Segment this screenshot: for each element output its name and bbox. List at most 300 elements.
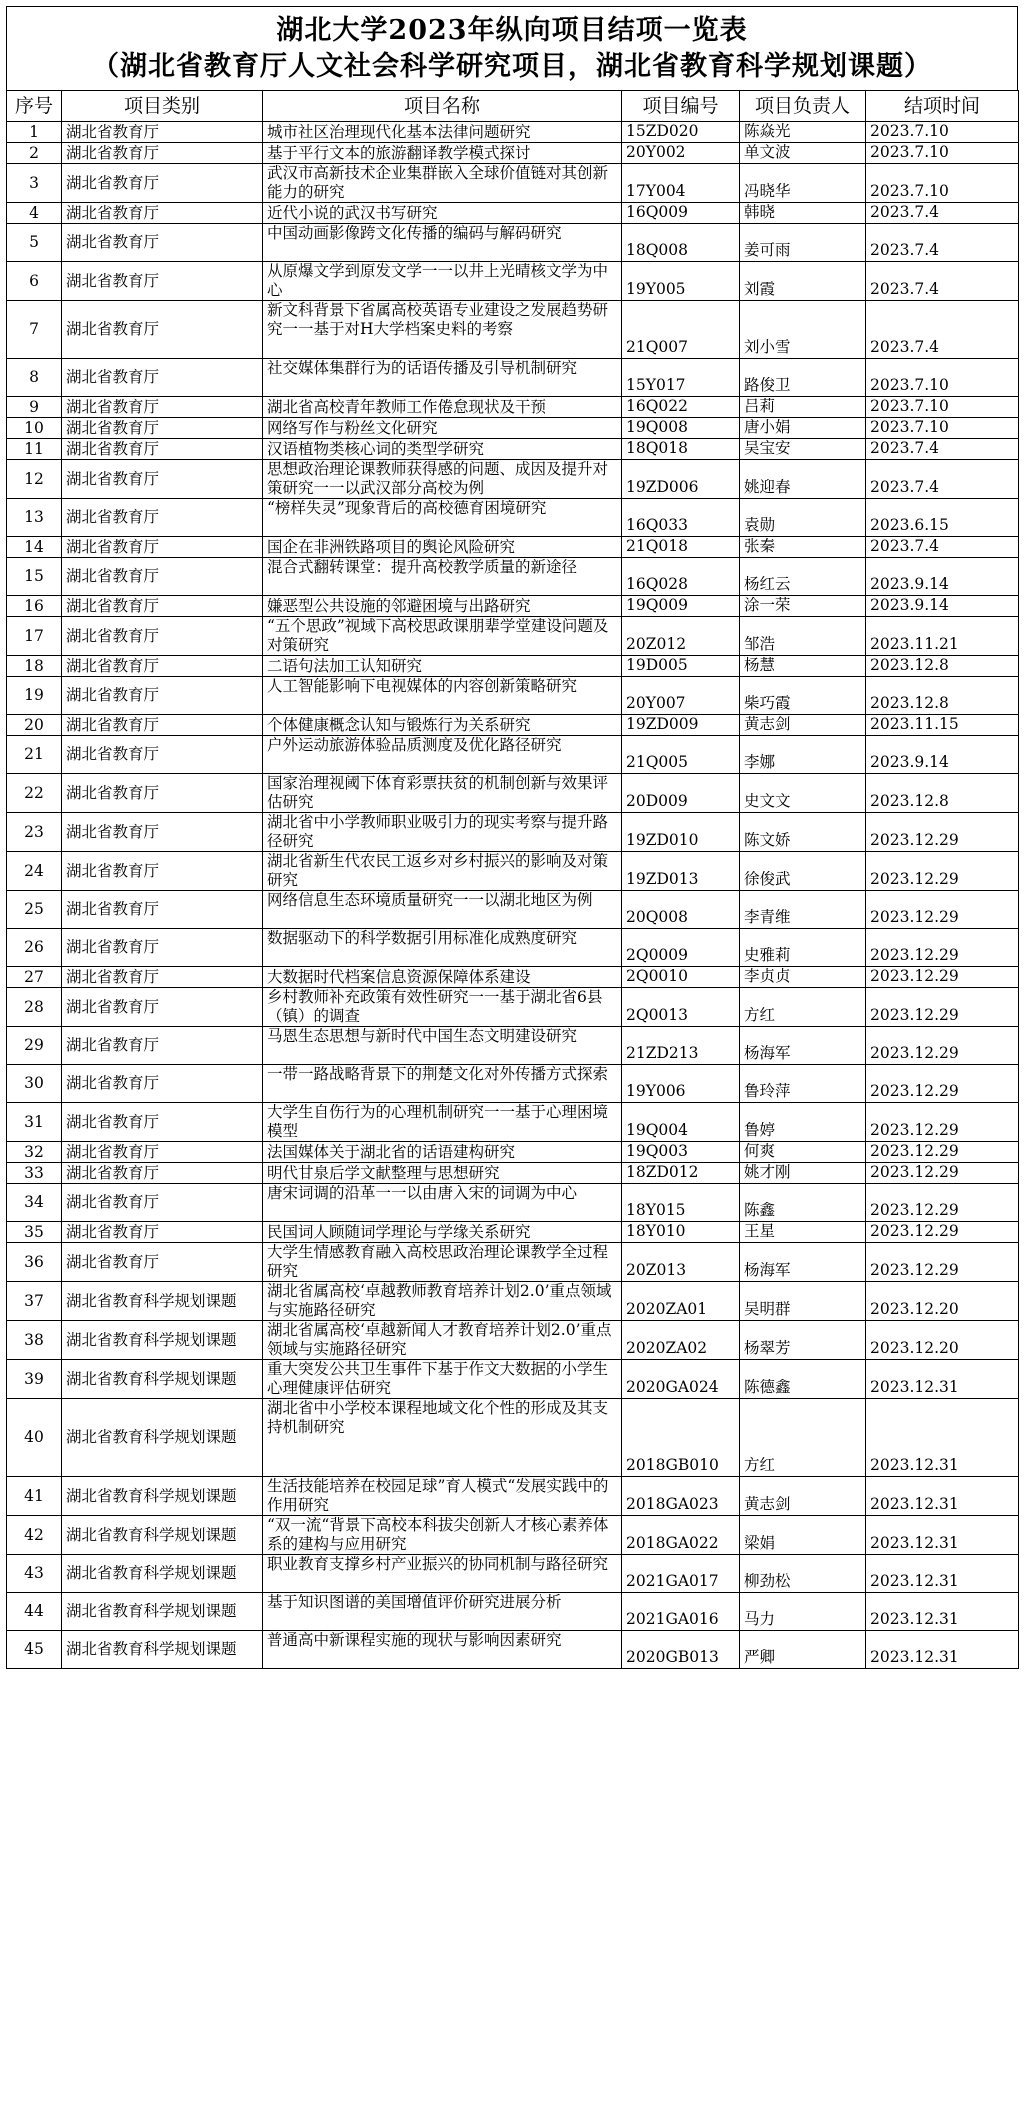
row-project-code: 19Y006 bbox=[622, 1065, 740, 1103]
row-leader: 陈文娇 bbox=[740, 813, 866, 852]
row-date: 2023.7.4 bbox=[866, 224, 1019, 262]
row-project-code: 16Q022 bbox=[622, 397, 740, 418]
row-project-name: 民国词人顾随词学理论与学缘关系研究 bbox=[263, 1222, 622, 1243]
row-project-code: 2Q0013 bbox=[622, 988, 740, 1027]
row-category: 湖北省教育厅 bbox=[62, 1103, 263, 1142]
row-date: 2023.7.10 bbox=[866, 164, 1019, 203]
row-project-name: 大数据时代档案信息资源保障体系建设 bbox=[263, 967, 622, 988]
row-number: 15 bbox=[7, 558, 62, 596]
row-leader: 姜可雨 bbox=[740, 224, 866, 262]
table-row bbox=[7, 203, 1019, 224]
row-project-name: 网络信息生态环境质量研究一一以湖北地区为例 bbox=[263, 891, 622, 929]
row-leader: 吕莉 bbox=[740, 397, 866, 418]
row-leader: 黄志剑 bbox=[740, 1477, 866, 1516]
row-date: 2023.12.31 bbox=[866, 1399, 1019, 1477]
row-project-name: 大学生自伤行为的心理机制研究一一基于心理困境模型 bbox=[263, 1103, 622, 1142]
row-project-name: 个体健康概念认知与锻炼行为关系研究 bbox=[263, 715, 622, 736]
row-category: 湖北省教育科学规划课题 bbox=[62, 1321, 263, 1360]
row-project-code: 20Z012 bbox=[622, 617, 740, 656]
row-number: 27 bbox=[7, 967, 62, 988]
row-project-code: 15Y017 bbox=[622, 359, 740, 397]
row-number: 9 bbox=[7, 397, 62, 418]
row-category: 湖北省教育厅 bbox=[62, 617, 263, 656]
table-row bbox=[7, 1477, 1019, 1516]
row-project-code: 2020GA024 bbox=[622, 1360, 740, 1399]
row-project-name: 重大突发公共卫生事件下基于作文大数据的小学生心理健康评估研究 bbox=[263, 1360, 622, 1399]
row-leader: 路俊卫 bbox=[740, 359, 866, 397]
row-number: 37 bbox=[7, 1282, 62, 1321]
row-category: 湖北省教育厅 bbox=[62, 1243, 263, 1282]
row-project-name: 嫌恶型公共设施的邻避困境与出路研究 bbox=[263, 596, 622, 617]
row-date: 2023.11.21 bbox=[866, 617, 1019, 656]
row-leader: 王星 bbox=[740, 1222, 866, 1243]
row-project-name: 职业教育支撑乡村产业振兴的协同机制与路径研究 bbox=[263, 1555, 622, 1593]
row-date: 2023.12.31 bbox=[866, 1360, 1019, 1399]
row-project-code: 17Y004 bbox=[622, 164, 740, 203]
row-leader: 陈焱光 bbox=[740, 122, 866, 143]
row-category: 湖北省教育厅 bbox=[62, 736, 263, 774]
row-category: 湖北省教育厅 bbox=[62, 656, 263, 677]
row-category: 湖北省教育厅 bbox=[62, 1222, 263, 1243]
table-row bbox=[7, 1555, 1019, 1593]
row-date: 2023.12.8 bbox=[866, 774, 1019, 813]
table-body bbox=[7, 122, 1019, 1669]
row-leader: 袁勋 bbox=[740, 499, 866, 537]
row-project-name: 湖北省中小学校本课程地域文化个性的形成及其支持机制研究 bbox=[263, 1399, 622, 1477]
row-number: 41 bbox=[7, 1477, 62, 1516]
row-category: 湖北省教育厅 bbox=[62, 852, 263, 891]
row-date: 2023.12.29 bbox=[866, 1163, 1019, 1184]
row-category: 湖北省教育科学规划课题 bbox=[62, 1360, 263, 1399]
row-number: 4 bbox=[7, 203, 62, 224]
row-category: 湖北省教育科学规划课题 bbox=[62, 1282, 263, 1321]
row-project-code: 2018GB010 bbox=[622, 1399, 740, 1477]
row-date: 2023.12.29 bbox=[866, 1184, 1019, 1222]
row-category: 湖北省教育厅 bbox=[62, 1142, 263, 1163]
table-row bbox=[7, 224, 1019, 262]
row-project-name: 混合式翻转课堂：提升高校教学质量的新途径 bbox=[263, 558, 622, 596]
row-leader: 李娜 bbox=[740, 736, 866, 774]
row-date: 2023.12.31 bbox=[866, 1477, 1019, 1516]
row-project-code: 18Q008 bbox=[622, 224, 740, 262]
row-date: 2023.7.10 bbox=[866, 418, 1019, 439]
row-category: 湖北省教育厅 bbox=[62, 774, 263, 813]
row-number: 1 bbox=[7, 122, 62, 143]
row-number: 45 bbox=[7, 1631, 62, 1669]
row-number: 13 bbox=[7, 499, 62, 537]
row-number: 43 bbox=[7, 1555, 62, 1593]
row-project-code: 19ZD013 bbox=[622, 852, 740, 891]
row-project-code: 19Q003 bbox=[622, 1142, 740, 1163]
row-project-code: 21Q018 bbox=[622, 537, 740, 558]
row-project-code: 16Q033 bbox=[622, 499, 740, 537]
row-project-name: 城市社区治理现代化基本法律问题研究 bbox=[263, 122, 622, 143]
row-project-name: 法国媒体关于湖北省的话语建构研究 bbox=[263, 1142, 622, 1163]
table-row bbox=[7, 1282, 1019, 1321]
table-row bbox=[7, 397, 1019, 418]
document-title: 湖北大学2023年纵向项目结项一览表 bbox=[276, 15, 748, 46]
table-row bbox=[7, 1103, 1019, 1142]
row-category: 湖北省教育厅 bbox=[62, 460, 263, 499]
row-project-name: 武汉市高新技术企业集群嵌入全球价值链对其创新能力的研究 bbox=[263, 164, 622, 203]
row-project-name: 马恩生态思想与新时代中国生态文明建设研究 bbox=[263, 1027, 622, 1065]
row-project-code: 16Q028 bbox=[622, 558, 740, 596]
row-leader: 姚迎春 bbox=[740, 460, 866, 499]
table-row bbox=[7, 418, 1019, 439]
row-category: 湖北省教育厅 bbox=[62, 1027, 263, 1065]
row-project-name: 基于平行文本的旅游翻译教学模式探讨 bbox=[263, 143, 622, 164]
row-date: 2023.12.31 bbox=[866, 1555, 1019, 1593]
row-category: 湖北省教育厅 bbox=[62, 397, 263, 418]
row-number: 38 bbox=[7, 1321, 62, 1360]
row-category: 湖北省教育厅 bbox=[62, 988, 263, 1027]
row-project-code: 20Y007 bbox=[622, 677, 740, 715]
table-row bbox=[7, 1360, 1019, 1399]
row-project-name: “双一流“背景下高校本科拔尖创新人才核心素养体系的建构与应用研究 bbox=[263, 1516, 622, 1555]
row-date: 2023.12.29 bbox=[866, 1222, 1019, 1243]
row-leader: 单文波 bbox=[740, 143, 866, 164]
row-project-code: 2021GA016 bbox=[622, 1593, 740, 1631]
row-project-code: 2018GA022 bbox=[622, 1516, 740, 1555]
row-project-name: 基于知识图谱的美国增值评价研究进展分析 bbox=[263, 1593, 622, 1631]
row-number: 23 bbox=[7, 813, 62, 852]
row-project-code: 20Y002 bbox=[622, 143, 740, 164]
row-leader: 张秦 bbox=[740, 537, 866, 558]
row-number: 28 bbox=[7, 988, 62, 1027]
row-category: 湖北省教育厅 bbox=[62, 929, 263, 967]
row-date: 2023.12.8 bbox=[866, 677, 1019, 715]
row-leader: 鲁婷 bbox=[740, 1103, 866, 1142]
row-leader: 杨海军 bbox=[740, 1243, 866, 1282]
row-category: 湖北省教育科学规划课题 bbox=[62, 1555, 263, 1593]
row-number: 24 bbox=[7, 852, 62, 891]
table-row bbox=[7, 891, 1019, 929]
row-date: 2023.12.29 bbox=[866, 1243, 1019, 1282]
row-leader: 邹浩 bbox=[740, 617, 866, 656]
row-number: 16 bbox=[7, 596, 62, 617]
row-leader: 刘霞 bbox=[740, 262, 866, 301]
table-row bbox=[7, 715, 1019, 736]
row-leader: 冯晓华 bbox=[740, 164, 866, 203]
row-leader: 陈鑫 bbox=[740, 1184, 866, 1222]
table-row bbox=[7, 967, 1019, 988]
table-row bbox=[7, 460, 1019, 499]
row-project-name: “五个思政”视域下高校思政课朋辈学堂建设问题及对策研究 bbox=[263, 617, 622, 656]
row-leader: 方红 bbox=[740, 988, 866, 1027]
row-number: 39 bbox=[7, 1360, 62, 1399]
row-project-name: 生活技能培养在校园足球”育人模式“发展实践中的作用研究 bbox=[263, 1477, 622, 1516]
row-leader: 涂一荣 bbox=[740, 596, 866, 617]
row-number: 5 bbox=[7, 224, 62, 262]
row-project-name: 从原爆文学到原发文学一一以井上光晴核文学为中心 bbox=[263, 262, 622, 301]
table-row bbox=[7, 1516, 1019, 1555]
row-date: 2023.9.14 bbox=[866, 558, 1019, 596]
table-row bbox=[7, 617, 1019, 656]
row-leader: 鲁玲萍 bbox=[740, 1065, 866, 1103]
row-date: 2023.9.14 bbox=[866, 596, 1019, 617]
row-project-code: 18Y010 bbox=[622, 1222, 740, 1243]
row-project-name: 数据驱动下的科学数据引用标准化成熟度研究 bbox=[263, 929, 622, 967]
row-number: 30 bbox=[7, 1065, 62, 1103]
row-number: 17 bbox=[7, 617, 62, 656]
row-project-code: 20Z013 bbox=[622, 1243, 740, 1282]
row-number: 7 bbox=[7, 301, 62, 359]
row-project-code: 19ZD009 bbox=[622, 715, 740, 736]
row-number: 34 bbox=[7, 1184, 62, 1222]
row-category: 湖北省教育厅 bbox=[62, 439, 263, 460]
row-category: 湖北省教育厅 bbox=[62, 537, 263, 558]
row-project-name: 普通高中新课程实施的现状与影响因素研究 bbox=[263, 1631, 622, 1669]
row-project-name: 中国动画影像跨文化传播的编码与解码研究 bbox=[263, 224, 622, 262]
row-project-code: 2020ZA02 bbox=[622, 1321, 740, 1360]
table-row bbox=[7, 1027, 1019, 1065]
row-number: 31 bbox=[7, 1103, 62, 1142]
row-date: 2023.12.29 bbox=[866, 1027, 1019, 1065]
row-category: 湖北省教育科学规划课题 bbox=[62, 1477, 263, 1516]
row-category: 湖北省教育厅 bbox=[62, 164, 263, 203]
row-project-name: 网络写作与粉丝文化研究 bbox=[263, 418, 622, 439]
row-date: 2023.12.31 bbox=[866, 1516, 1019, 1555]
row-project-code: 2021GA017 bbox=[622, 1555, 740, 1593]
row-category: 湖北省教育厅 bbox=[62, 262, 263, 301]
row-category: 湖北省教育厅 bbox=[62, 1184, 263, 1222]
header-no: 序号 bbox=[7, 91, 62, 122]
table-row bbox=[7, 122, 1019, 143]
row-number: 21 bbox=[7, 736, 62, 774]
row-number: 22 bbox=[7, 774, 62, 813]
row-leader: 方红 bbox=[740, 1399, 866, 1477]
row-leader: 黄志剑 bbox=[740, 715, 866, 736]
row-number: 10 bbox=[7, 418, 62, 439]
row-date: 2023.7.4 bbox=[866, 301, 1019, 359]
row-number: 25 bbox=[7, 891, 62, 929]
row-date: 2023.12.29 bbox=[866, 988, 1019, 1027]
row-category: 湖北省教育厅 bbox=[62, 967, 263, 988]
table-row bbox=[7, 929, 1019, 967]
row-leader: 史雅莉 bbox=[740, 929, 866, 967]
row-project-code: 19Q009 bbox=[622, 596, 740, 617]
row-date: 2023.11.15 bbox=[866, 715, 1019, 736]
table-row bbox=[7, 1243, 1019, 1282]
table-row bbox=[7, 1222, 1019, 1243]
table-row bbox=[7, 1593, 1019, 1631]
row-category: 湖北省教育厅 bbox=[62, 143, 263, 164]
row-project-code: 18ZD012 bbox=[622, 1163, 740, 1184]
row-project-name: 乡村教师补充政策有效性研究一一基于湖北省6县（镇）的调查 bbox=[263, 988, 622, 1027]
row-date: 2023.12.20 bbox=[866, 1282, 1019, 1321]
document-subtitle: （湖北省教育厅人文社会科学研究项目，湖北省教育科学规划课题） bbox=[92, 51, 932, 82]
row-category: 湖北省教育科学规划课题 bbox=[62, 1631, 263, 1669]
row-number: 35 bbox=[7, 1222, 62, 1243]
table-row bbox=[7, 988, 1019, 1027]
table-row bbox=[7, 143, 1019, 164]
table-row bbox=[7, 558, 1019, 596]
row-number: 40 bbox=[7, 1399, 62, 1477]
row-leader: 严卿 bbox=[740, 1631, 866, 1669]
table-row bbox=[7, 1631, 1019, 1669]
row-number: 19 bbox=[7, 677, 62, 715]
row-category: 湖北省教育科学规划课题 bbox=[62, 1593, 263, 1631]
row-leader: 杨翠芳 bbox=[740, 1321, 866, 1360]
row-project-code: 2018GA023 bbox=[622, 1477, 740, 1516]
row-category: 湖北省教育厅 bbox=[62, 301, 263, 359]
row-project-name: 唐宋词调的沿革一一以由唐入宋的词调为中心 bbox=[263, 1184, 622, 1222]
row-category: 湖北省教育厅 bbox=[62, 359, 263, 397]
row-category: 湖北省教育厅 bbox=[62, 891, 263, 929]
row-project-code: 20Q008 bbox=[622, 891, 740, 929]
row-project-code: 21Q005 bbox=[622, 736, 740, 774]
row-category: 湖北省教育厅 bbox=[62, 1065, 263, 1103]
row-project-name: 湖北省高校青年教师工作倦怠现状及干预 bbox=[263, 397, 622, 418]
row-project-code: 21Q007 bbox=[622, 301, 740, 359]
row-leader: 韩晓 bbox=[740, 203, 866, 224]
row-date: 2023.12.8 bbox=[866, 656, 1019, 677]
row-date: 2023.12.29 bbox=[866, 929, 1019, 967]
row-project-name: 湖北省新生代农民工返乡对乡村振兴的影响及对策研究 bbox=[263, 852, 622, 891]
row-date: 2023.12.29 bbox=[866, 1142, 1019, 1163]
row-project-name: 一带一路战略背景下的荆楚文化对外传播方式探索 bbox=[263, 1065, 622, 1103]
row-number: 6 bbox=[7, 262, 62, 301]
row-category: 湖北省教育厅 bbox=[62, 596, 263, 617]
row-leader: 刘小雪 bbox=[740, 301, 866, 359]
row-date: 2023.6.15 bbox=[866, 499, 1019, 537]
row-project-code: 2020ZA01 bbox=[622, 1282, 740, 1321]
row-category: 湖北省教育厅 bbox=[62, 224, 263, 262]
table-row bbox=[7, 596, 1019, 617]
row-number: 18 bbox=[7, 656, 62, 677]
row-number: 32 bbox=[7, 1142, 62, 1163]
table-row bbox=[7, 1065, 1019, 1103]
row-leader: 杨慧 bbox=[740, 656, 866, 677]
row-leader: 史文文 bbox=[740, 774, 866, 813]
row-number: 33 bbox=[7, 1163, 62, 1184]
row-leader: 李青维 bbox=[740, 891, 866, 929]
row-date: 2023.12.20 bbox=[866, 1321, 1019, 1360]
header-name: 项目名称 bbox=[263, 91, 622, 122]
row-category: 湖北省教育厅 bbox=[62, 1163, 263, 1184]
row-project-code: 2020GB013 bbox=[622, 1631, 740, 1669]
row-leader: 柳劲松 bbox=[740, 1555, 866, 1593]
row-date: 2023.7.10 bbox=[866, 359, 1019, 397]
row-category: 湖北省教育厅 bbox=[62, 715, 263, 736]
row-project-name: 户外运动旅游体验品质测度及优化路径研究 bbox=[263, 736, 622, 774]
row-number: 14 bbox=[7, 537, 62, 558]
header-category: 项目类别 bbox=[62, 91, 263, 122]
row-date: 2023.12.31 bbox=[866, 1631, 1019, 1669]
row-leader: 姚才刚 bbox=[740, 1163, 866, 1184]
row-date: 2023.7.4 bbox=[866, 203, 1019, 224]
row-category: 湖北省教育科学规划课题 bbox=[62, 1399, 263, 1477]
row-project-name: 二语句法加工认知研究 bbox=[263, 656, 622, 677]
row-project-code: 19Q008 bbox=[622, 418, 740, 439]
title-block bbox=[6, 6, 1018, 90]
row-number: 26 bbox=[7, 929, 62, 967]
header-code: 项目编号 bbox=[622, 91, 740, 122]
table-row bbox=[7, 774, 1019, 813]
row-leader: 柴巧霞 bbox=[740, 677, 866, 715]
table-row bbox=[7, 537, 1019, 558]
row-date: 2023.12.29 bbox=[866, 1103, 1019, 1142]
row-date: 2023.12.29 bbox=[866, 813, 1019, 852]
row-number: 20 bbox=[7, 715, 62, 736]
row-project-name: 国企在非洲铁路项目的舆论风险研究 bbox=[263, 537, 622, 558]
table-row bbox=[7, 1163, 1019, 1184]
table-row bbox=[7, 656, 1019, 677]
table-row bbox=[7, 439, 1019, 460]
row-leader: 梁娟 bbox=[740, 1516, 866, 1555]
row-date: 2023.12.29 bbox=[866, 891, 1019, 929]
row-leader: 何爽 bbox=[740, 1142, 866, 1163]
row-number: 29 bbox=[7, 1027, 62, 1065]
row-number: 12 bbox=[7, 460, 62, 499]
row-project-name: 大学生情感教育融入高校思政治理论课教学全过程研究 bbox=[263, 1243, 622, 1282]
table-row bbox=[7, 359, 1019, 397]
row-project-name: 湖北省中小学教师职业吸引力的现实考察与提升路径研究 bbox=[263, 813, 622, 852]
row-category: 湖北省教育厅 bbox=[62, 813, 263, 852]
row-date: 2023.7.4 bbox=[866, 439, 1019, 460]
row-number: 42 bbox=[7, 1516, 62, 1555]
row-date: 2023.9.14 bbox=[866, 736, 1019, 774]
row-project-code: 19ZD006 bbox=[622, 460, 740, 499]
row-number: 11 bbox=[7, 439, 62, 460]
table-row bbox=[7, 164, 1019, 203]
row-leader: 陈德鑫 bbox=[740, 1360, 866, 1399]
row-date: 2023.12.29 bbox=[866, 1065, 1019, 1103]
row-leader: 徐俊武 bbox=[740, 852, 866, 891]
row-project-code: 20D009 bbox=[622, 774, 740, 813]
row-project-name: 汉语植物类核心词的类型学研究 bbox=[263, 439, 622, 460]
row-date: 2023.7.4 bbox=[866, 537, 1019, 558]
table-row bbox=[7, 1142, 1019, 1163]
row-project-code: 18Y015 bbox=[622, 1184, 740, 1222]
table-row bbox=[7, 813, 1019, 852]
row-date: 2023.12.29 bbox=[866, 852, 1019, 891]
row-number: 8 bbox=[7, 359, 62, 397]
row-date: 2023.12.29 bbox=[866, 967, 1019, 988]
row-project-name: 近代小说的武汉书写研究 bbox=[263, 203, 622, 224]
row-project-name: 社交媒体集群行为的话语传播及引导机制研究 bbox=[263, 359, 622, 397]
row-project-name: 国家治理视阈下体育彩票扶贫的机制创新与效果评估研究 bbox=[263, 774, 622, 813]
table-row bbox=[7, 1321, 1019, 1360]
table-row bbox=[7, 499, 1019, 537]
table-row bbox=[7, 852, 1019, 891]
header-date: 结项时间 bbox=[866, 91, 1019, 122]
row-category: 湖北省教育厅 bbox=[62, 677, 263, 715]
table-row bbox=[7, 677, 1019, 715]
row-project-name: 新文科背景下省属高校英语专业建设之发展趋势研究一一基于对H大学档案史料的考察 bbox=[263, 301, 622, 359]
row-project-name: 人工智能影响下电视媒体的内容创新策略研究 bbox=[263, 677, 622, 715]
row-leader: 马力 bbox=[740, 1593, 866, 1631]
row-project-code: 18Q018 bbox=[622, 439, 740, 460]
row-leader: 杨红云 bbox=[740, 558, 866, 596]
row-category: 湖北省教育厅 bbox=[62, 122, 263, 143]
row-date: 2023.7.4 bbox=[866, 262, 1019, 301]
row-leader: 吴明群 bbox=[740, 1282, 866, 1321]
row-number: 3 bbox=[7, 164, 62, 203]
row-leader: 李贞贞 bbox=[740, 967, 866, 988]
row-project-name: 湖北省属高校‘卓越新闻人才教育培养计划2.0’重点领域与实施路径研究 bbox=[263, 1321, 622, 1360]
row-project-name: 湖北省属高校‘卓越教师教育培养计划2.0’重点领域与实施路径研究 bbox=[263, 1282, 622, 1321]
row-date: 2023.7.10 bbox=[866, 143, 1019, 164]
row-category: 湖北省教育科学规划课题 bbox=[62, 1516, 263, 1555]
row-project-code: 15ZD020 bbox=[622, 122, 740, 143]
row-date: 2023.7.10 bbox=[866, 397, 1019, 418]
row-project-code: 19Q004 bbox=[622, 1103, 740, 1142]
row-project-code: 19D005 bbox=[622, 656, 740, 677]
row-project-code: 2Q0010 bbox=[622, 967, 740, 988]
row-number: 2 bbox=[7, 143, 62, 164]
table-row bbox=[7, 736, 1019, 774]
